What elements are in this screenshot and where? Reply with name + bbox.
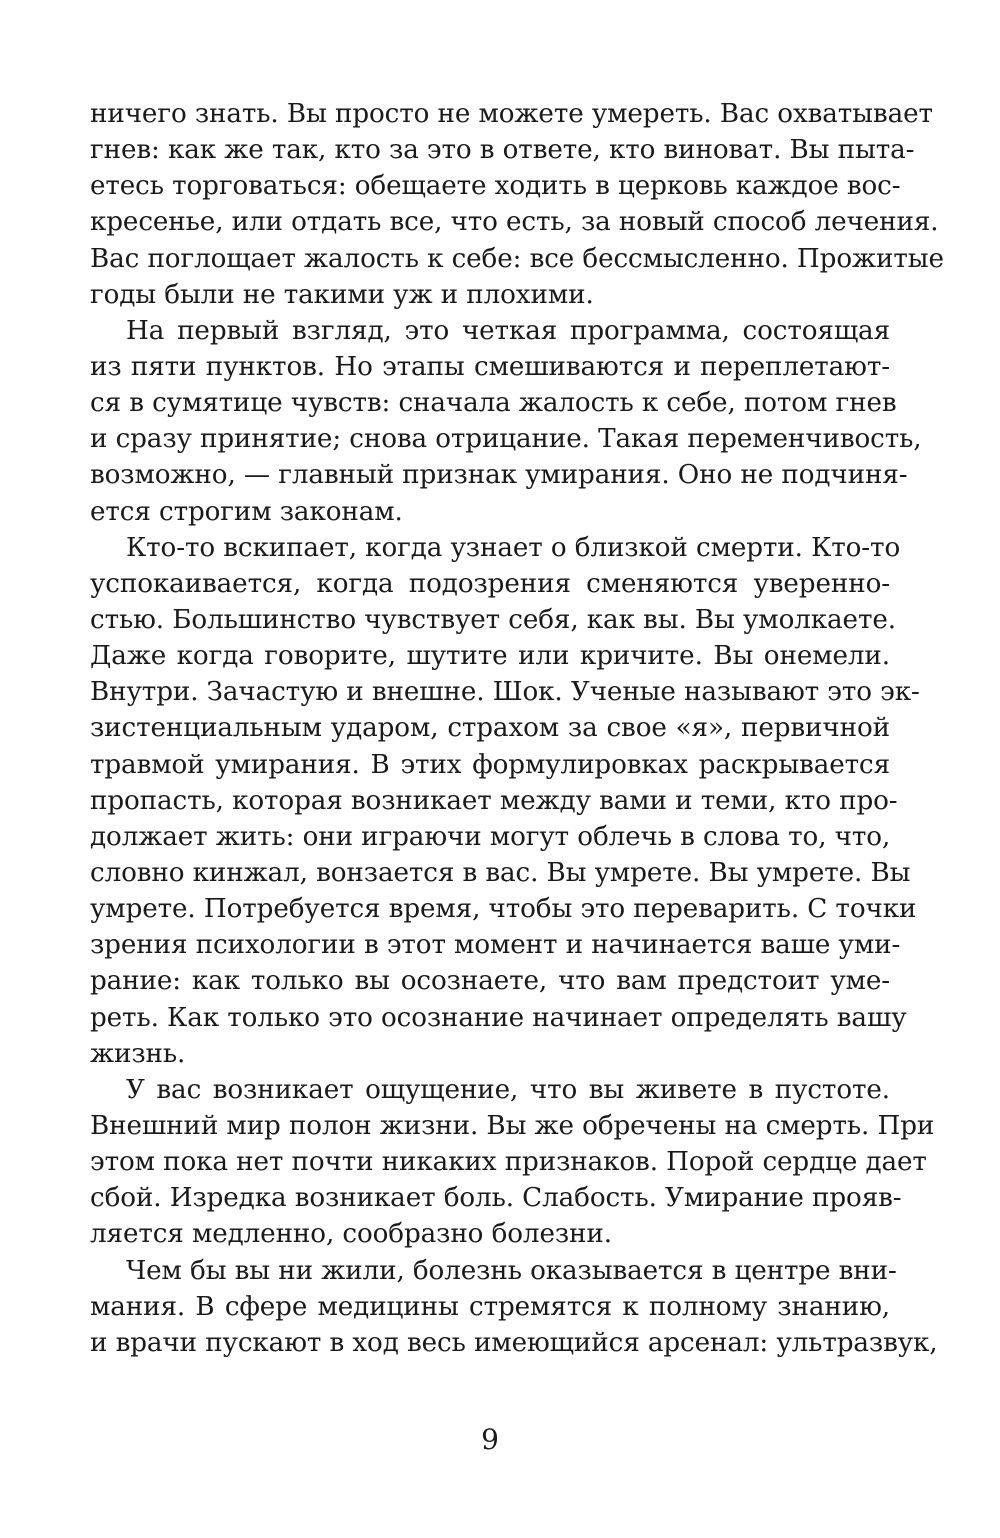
text-line: кресенье, или отдать все, что есть, за новый способ лечения. bbox=[90, 207, 939, 238]
text-line: Кто-то вскипает, когда узнает о близкой смерти. Кто-то bbox=[126, 532, 901, 563]
text-line: Чем бы вы ни жили, болезнь оказывается в центре вни- bbox=[126, 1255, 897, 1286]
text-line: етесь торговаться: обещаете ходить в церковь каждое вос- bbox=[90, 171, 901, 202]
text-line: травмой умирания. В этих формулировках раскрывается bbox=[90, 749, 890, 780]
page-number: 9 bbox=[481, 1423, 499, 1456]
text-line: пропасть, которая возникает между вами и теми, кто про- bbox=[90, 785, 898, 816]
text-line: зистенциальным ударом, страхом за свое «я», первичной bbox=[90, 713, 890, 744]
text-line: рание: как только вы осознаете, что вам предстоит уме- bbox=[90, 966, 890, 997]
text-line: годы были не такими уж и плохими. bbox=[90, 279, 594, 310]
text-line: На первый взгляд, это четкая программа, состоящая bbox=[126, 315, 890, 346]
text-line: ся в сумятице чувств: сначала жалость к себе, потом гнев bbox=[90, 388, 897, 419]
body-text bbox=[90, 96, 944, 1361]
text-line: мания. В сфере медицины стремятся к полному знанию, bbox=[90, 1291, 890, 1322]
text-line: и сразу принятие; снова отрицание. Такая переменчивость, bbox=[90, 424, 922, 455]
text-line: У вас возникает ощущение, что вы живете в пустоте. bbox=[126, 1074, 890, 1105]
text-line: ется строгим законам. bbox=[90, 496, 403, 527]
text-line: Внешний мир полон жизни. Вы же обречены на смерть. При bbox=[90, 1110, 935, 1141]
text-line: этом пока нет почти никаких признаков. Порой сердце дает bbox=[90, 1147, 927, 1178]
text-line: Вас поглощает жалость к себе: все бессмысленно. Прожитые bbox=[90, 243, 944, 274]
text-line: Даже когда говорите, шутите или кричите. Вы онемели. bbox=[90, 641, 890, 672]
text-line: ляется медленно, сообразно болезни. bbox=[90, 1219, 612, 1250]
text-line: сбой. Изредка возникает боль. Слабость. Умирание прояв- bbox=[90, 1183, 902, 1214]
text-line: успокаивается, когда подозрения сменяются уверенно- bbox=[90, 568, 890, 599]
text-line: должает жить: они играючи могут облечь в слова то, что, bbox=[90, 821, 891, 852]
text-line: словно кинжал, вонзается в вас. Вы умрете. Вы умрете. Вы bbox=[90, 857, 911, 888]
text-line: гнев: как же так, кто за это в ответе, кто виноват. Вы пыта- bbox=[90, 135, 915, 166]
text-line: ничего знать. Вы просто не можете умереть. Вас охватывает bbox=[90, 99, 933, 129]
text-line: Внутри. Зачастую и внешне. Шок. Ученые называют это эк- bbox=[90, 677, 920, 708]
text-line: и врачи пускают в ход весь имеющийся арсенал: ультразвук, bbox=[90, 1327, 938, 1358]
text-line: зрения психологии в этот момент и начинается ваше уми- bbox=[90, 930, 901, 961]
text-line: возможно, — главный признак умирания. Оно не подчиня- bbox=[90, 460, 908, 491]
text-line: реть. Как только это осознание начинает определять вашу bbox=[90, 1002, 907, 1033]
text-line: стью. Большинство чувствует себя, как вы. Вы умолкаете. bbox=[90, 604, 896, 635]
text-line: умрете. Потребуется время, чтобы это переварить. С точки bbox=[90, 894, 917, 925]
text-line: жизнь. bbox=[90, 1038, 186, 1069]
text-line: из пяти пунктов. Но этапы смешиваются и переплетают- bbox=[90, 351, 890, 382]
